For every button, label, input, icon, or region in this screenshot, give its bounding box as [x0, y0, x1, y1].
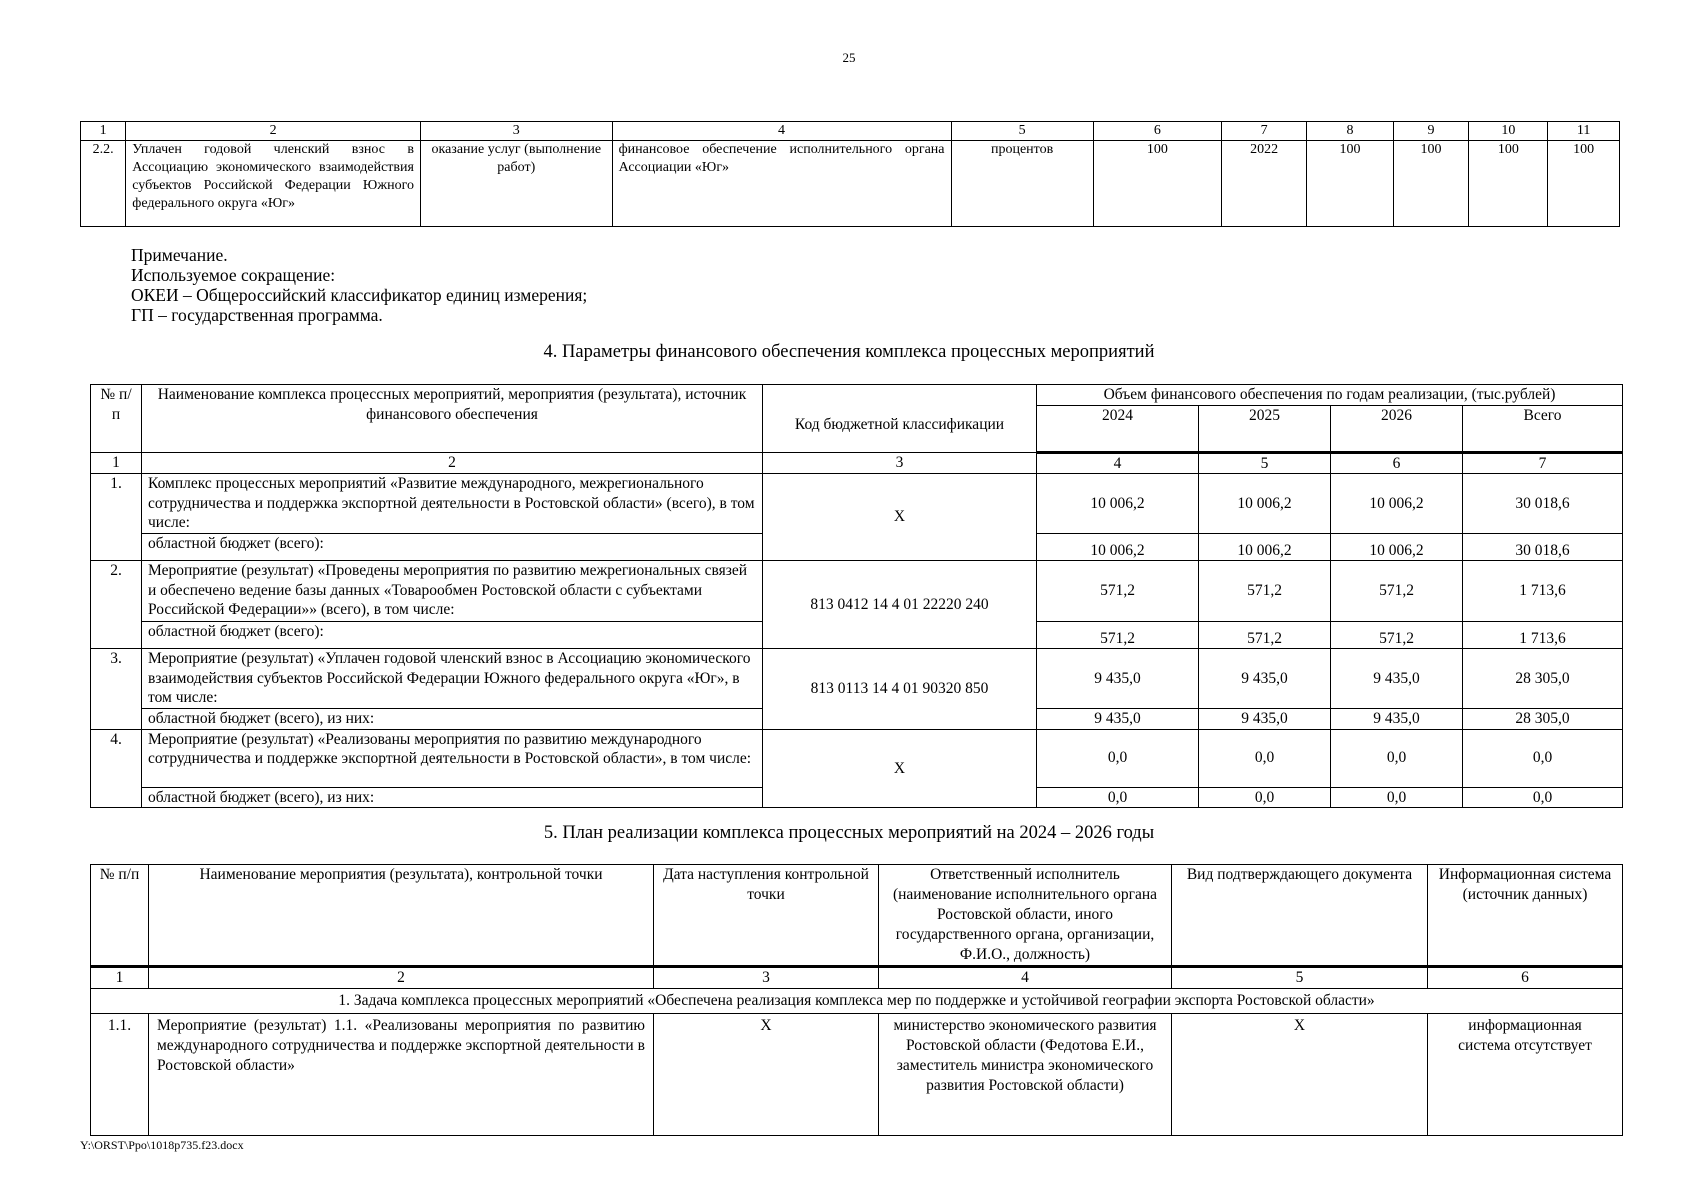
value-total: 28 305,0: [1463, 649, 1623, 709]
unit-cell: процентов: [951, 141, 1093, 227]
value-total: 0,0: [1463, 729, 1623, 787]
page-number: 25: [842, 50, 856, 65]
header-document: Вид подтверждающего документа: [1172, 865, 1428, 967]
row-name: Мероприятие (результат) «Реализованы мероприятия по развитию международного сотрудничества и поддержке экспортной деятельности в Ростовской области», в том числе:: [142, 729, 763, 787]
col-num-1: 1: [91, 967, 149, 989]
value-cell: 100: [1307, 141, 1393, 227]
subrow-name: областной бюджет (всего), из них:: [142, 787, 763, 808]
col-num-3: 3: [654, 967, 879, 989]
budget-code: 813 0412 14 4 01 22220 240: [763, 561, 1037, 649]
value-total: 0,0: [1463, 787, 1623, 808]
document-type: Х: [1172, 1014, 1428, 1136]
information-system: информационная система отсутствует: [1428, 1014, 1623, 1136]
col-num-1: 1: [91, 452, 142, 474]
value-2025: 9 435,0: [1199, 649, 1331, 709]
budget-code: Х: [763, 729, 1037, 808]
table-row: [91, 561, 1623, 622]
table-row: [91, 649, 1623, 709]
value-2024: 571,2: [1037, 561, 1199, 622]
header-year-2025: 2025: [1199, 405, 1331, 452]
section-4-title: 4. Параметры финансового обеспечения комплекса процессных мероприятий: [543, 342, 1155, 362]
col-num-6: 6: [1428, 967, 1623, 989]
table-row: [91, 729, 1623, 787]
header-system: Информационная система (источник данных): [1428, 865, 1623, 967]
column-numbers-row: [91, 967, 1623, 989]
base-value-cell: 100: [1093, 141, 1221, 227]
value-2025: 571,2: [1199, 561, 1331, 622]
column-numbers-row: [91, 452, 1623, 474]
header-year-2024: 2024: [1037, 405, 1199, 452]
col-num-4: 4: [1037, 452, 1199, 474]
value-2025: 9 435,0: [1199, 709, 1331, 730]
col-num-9: 9: [1393, 122, 1469, 141]
value-2024: 0,0: [1037, 729, 1199, 787]
col-num-2: 2: [126, 122, 421, 141]
budget-code: Х: [763, 474, 1037, 561]
value-2026: 10 006,2: [1331, 534, 1463, 561]
note-line: ОКЕИ – Общероссийский классификатор единиц измерения;: [131, 285, 588, 305]
row-name: Мероприятие (результат) «Уплачен годовой членский взнос в Ассоциацию экономического взаимодействия субъектов Российской Федерации Южного федерального округа «Юг», в том числе:: [142, 649, 763, 709]
column-numbers-row: [81, 122, 1620, 141]
col-num-2: 2: [149, 967, 654, 989]
row-number: 3.: [91, 649, 142, 730]
table-row: [81, 141, 1620, 227]
value-2025: 571,2: [1199, 622, 1331, 649]
col-num-4: 4: [612, 122, 951, 141]
header-volume: Объем финансового обеспечения по годам реализации, (тыс.рублей): [1037, 385, 1623, 406]
value-total: 1 713,6: [1463, 561, 1623, 622]
implementation-plan-table: [90, 864, 1623, 1136]
table-row: [91, 1014, 1623, 1136]
col-num-5: 5: [1172, 967, 1428, 989]
subrow-name: областной бюджет (всего):: [142, 534, 763, 561]
notes-block: [131, 245, 587, 325]
header-executor: Ответственный исполнитель (наименование исполнительного органа Ростовской области, иного государственного органа, организации, Ф.И.О., должность): [879, 865, 1172, 967]
col-num-2: 2: [142, 452, 763, 474]
header-num: № п/п: [91, 865, 149, 967]
col-num-1: 1: [81, 122, 126, 141]
note-line: Используемое сокращение:: [131, 265, 336, 285]
header-code: Код бюджетной классификации: [763, 385, 1037, 453]
budget-code: 813 0113 14 4 01 90320 850: [763, 649, 1037, 730]
indicator-type: оказание услуг (выполнение работ): [420, 141, 612, 227]
value-2026: 0,0: [1331, 787, 1463, 808]
value-2025: 0,0: [1199, 729, 1331, 787]
table-row: [91, 474, 1623, 534]
value-2026: 10 006,2: [1331, 474, 1463, 534]
value-2024: 571,2: [1037, 622, 1199, 649]
col-num-5: 5: [1199, 452, 1331, 474]
col-num-5: 5: [951, 122, 1093, 141]
value-2025: 10 006,2: [1199, 474, 1331, 534]
value-total: 30 018,6: [1463, 474, 1623, 534]
row-number: 1.1.: [91, 1014, 149, 1136]
file-path-footer: Y:\ORST\Ppo\1018p735.f23.docx: [80, 1138, 244, 1152]
value-2026: 9 435,0: [1331, 709, 1463, 730]
value-total: 30 018,6: [1463, 534, 1623, 561]
header-date: Дата наступления контрольной точки: [654, 865, 879, 967]
subrow-name: областной бюджет (всего):: [142, 622, 763, 649]
responsible-executor: министерство экономического развития Ростовской области (Федотова Е.И., заместитель министра экономического развития Ростовской области): [879, 1014, 1172, 1136]
value-2026: 571,2: [1331, 622, 1463, 649]
col-num-6: 6: [1331, 452, 1463, 474]
section-5-title: 5. План реализации комплекса процессных мероприятий на 2024 – 2026 годы: [543, 823, 1155, 843]
col-num-3: 3: [420, 122, 612, 141]
note-line: ГП – государственная программа.: [131, 305, 383, 325]
control-date: Х: [654, 1014, 879, 1136]
row-number: 2.2.: [81, 141, 126, 227]
base-year-cell: 2022: [1222, 141, 1307, 227]
value-cell: 100: [1548, 141, 1620, 227]
indicators-table: [80, 121, 1620, 227]
col-num-7: 7: [1222, 122, 1307, 141]
subrow-name: областной бюджет (всего), из них:: [142, 709, 763, 730]
activity-name: Мероприятие (результат) 1.1. «Реализованы мероприятия по развитию международного сотрудничества и поддержке экспортной деятельности в Ростовской области»: [149, 1014, 654, 1136]
col-num-10: 10: [1469, 122, 1548, 141]
value-2024: 9 435,0: [1037, 709, 1199, 730]
col-num-6: 6: [1093, 122, 1221, 141]
indicator-name: Уплачен годовой членский взнос в Ассоциацию экономического взаимодействия субъектов Российской Федерации Южного федерального округа «Юг»: [126, 141, 421, 227]
header-row: [91, 385, 1623, 406]
value-2025: 10 006,2: [1199, 534, 1331, 561]
value-2024: 0,0: [1037, 787, 1199, 808]
row-name: Комплекс процессных мероприятий «Развитие международного, межрегионального сотрудничества и поддержка экспортной деятельности в Ростовской области» (всего), в том числе:: [142, 474, 763, 534]
value-cell: 100: [1469, 141, 1548, 227]
indicator-characteristic: финансовое обеспечение исполнительного органа Ассоциации «Юг»: [612, 141, 951, 227]
value-total: 1 713,6: [1463, 622, 1623, 649]
row-number: 4.: [91, 729, 142, 808]
header-year-2026: 2026: [1331, 405, 1463, 452]
value-2026: 9 435,0: [1331, 649, 1463, 709]
row-number: 1.: [91, 474, 142, 561]
note-line: Примечание.: [131, 245, 228, 265]
col-num-11: 11: [1548, 122, 1620, 141]
header-row: [91, 865, 1623, 967]
value-2026: 571,2: [1331, 561, 1463, 622]
value-2024: 10 006,2: [1037, 534, 1199, 561]
value-2026: 0,0: [1331, 729, 1463, 787]
header-name: Наименование мероприятия (результата), контрольной точки: [149, 865, 654, 967]
value-2025: 0,0: [1199, 787, 1331, 808]
value-2024: 9 435,0: [1037, 649, 1199, 709]
task-row: [91, 989, 1623, 1014]
header-name: Наименование комплекса процессных мероприятий, мероприятия (результата), источник финансового обеспечения: [142, 385, 763, 453]
row-number: 2.: [91, 561, 142, 649]
value-total: 28 305,0: [1463, 709, 1623, 730]
col-num-8: 8: [1307, 122, 1393, 141]
value-cell: 100: [1393, 141, 1469, 227]
value-2024: 10 006,2: [1037, 474, 1199, 534]
col-num-3: 3: [763, 452, 1037, 474]
header-total: Всего: [1463, 405, 1623, 452]
col-num-4: 4: [879, 967, 1172, 989]
header-num: № п/п: [91, 385, 142, 453]
col-num-7: 7: [1463, 452, 1623, 474]
task-title: 1. Задача комплекса процессных мероприятий «Обеспечена реализация комплекса мер по поддержке и устойчивой географии экспорта Ростовской области»: [91, 989, 1623, 1014]
financing-table: [90, 384, 1623, 808]
row-name: Мероприятие (результат) «Проведены мероприятия по развитию межрегиональных связей и обеспечено ведение базы данных «Товарообмен Ростовской области с субъектами Российской Федерации»» (всего), в том числе:: [142, 561, 763, 622]
